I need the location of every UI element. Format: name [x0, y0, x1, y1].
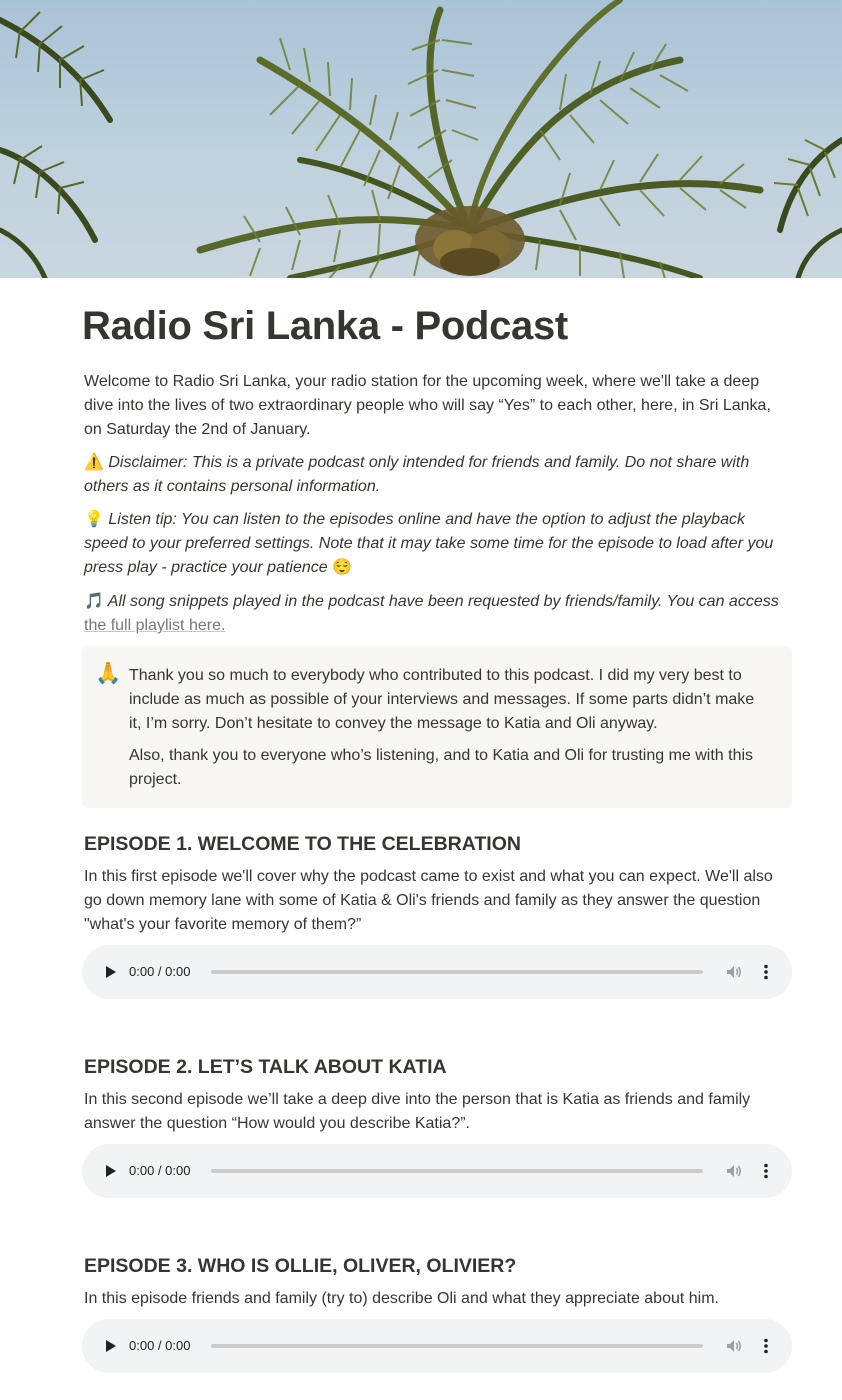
- music-note-icon: 🎵: [84, 593, 104, 610]
- volume-icon[interactable]: [724, 962, 744, 982]
- more-options-icon[interactable]: [756, 1336, 776, 1356]
- disclaimer-text: Disclaimer: This is a private podcast only intended for friends and family. Do not share with others as it contains personal information.: [84, 454, 750, 495]
- listen-tip-text: Listen tip: You can listen to the episodes online and have the option to adjust the playback speed to your preferred settings. Note that it may take some time for the episode to load after you press play - practice your patience: [84, 511, 774, 576]
- episode-1-description: In this first episode we'll cover why the podcast came to exist and what you can expect. We'll also go down memory lane with some of Katia & Oli's friends and family as they answer the question "what's your favorite memory of them?”: [84, 868, 773, 933]
- disclaimer-paragraph: [84, 451, 788, 499]
- audio-time: 0:00 / 0:00: [129, 1338, 191, 1353]
- cover-image: [0, 0, 842, 278]
- songs-paragraph: [84, 590, 788, 638]
- songs-text: All song snippets played in the podcast have been requested by friends/family. You can access: [107, 593, 779, 610]
- listen-tip-paragraph: [84, 508, 788, 580]
- episode-1-audio-player: [82, 945, 792, 999]
- audio-progress-bar[interactable]: [211, 1169, 703, 1173]
- callout-paragraph-2: Also, thank you to everyone who’s listening, and to Katia and Oli for trusting me with this project.: [129, 747, 754, 788]
- episode-2-audio-player: [82, 1144, 792, 1198]
- audio-time: 0:00 / 0:00: [129, 1163, 191, 1178]
- lightbulb-icon: 💡: [84, 511, 104, 528]
- volume-icon[interactable]: [724, 1336, 744, 1356]
- thank-you-callout: [82, 646, 792, 808]
- audio-time: 0:00 / 0:00: [129, 964, 191, 979]
- volume-icon[interactable]: [724, 1161, 744, 1181]
- audio-progress-bar[interactable]: [211, 970, 703, 974]
- relieved-face-icon: 😌: [332, 559, 353, 576]
- palm-tree-illustration: [0, 0, 842, 278]
- play-icon[interactable]: [100, 962, 120, 982]
- play-icon[interactable]: [100, 1336, 120, 1356]
- episode-3-description: In this episode friends and family (try to) describe Oli and what they appreciate about him.: [84, 1290, 719, 1307]
- episode-2-heading: EPISODE 2. LET’S TALK ABOUT KATIA: [84, 1056, 447, 1078]
- more-options-icon[interactable]: [756, 1161, 776, 1181]
- play-icon[interactable]: [100, 1161, 120, 1181]
- episode-3-audio-player: [82, 1319, 792, 1373]
- warning-icon: ⚠️: [84, 454, 104, 471]
- more-options-icon[interactable]: [756, 962, 776, 982]
- audio-progress-bar[interactable]: [211, 1344, 703, 1348]
- callout-paragraph-1: Thank you so much to everybody who contributed to this podcast. I did my very best to include as much as possible of your interviews and messages. If some parts didn’t make it, I’m sorry. Don’t hesitate to convey the message to Katia and Oli anyway.: [129, 667, 755, 732]
- episode-1-heading: EPISODE 1. WELCOME TO THE CELEBRATION: [84, 833, 521, 855]
- episode-2-description: In this second episode we’ll take a deep dive into the person that is Katia as friends and family answer the question “How would you describe Katia?”.: [84, 1091, 751, 1132]
- episode-3-heading: EPISODE 3. WHO IS OLLIE, OLIVER, OLIVIER?: [84, 1255, 517, 1277]
- welcome-paragraph: Welcome to Radio Sri Lanka, your radio station for the upcoming week, where we'll take a deep dive into the lives of two extraordinary people who will say “Yes” to each other, here, in Sri Lanka, on Saturday the 2nd of January.: [84, 373, 771, 438]
- page-title: Radio Sri Lanka - Podcast: [82, 304, 568, 348]
- folded-hands-icon: 🙏: [95, 662, 122, 685]
- playlist-link[interactable]: the full playlist here.: [84, 617, 226, 634]
